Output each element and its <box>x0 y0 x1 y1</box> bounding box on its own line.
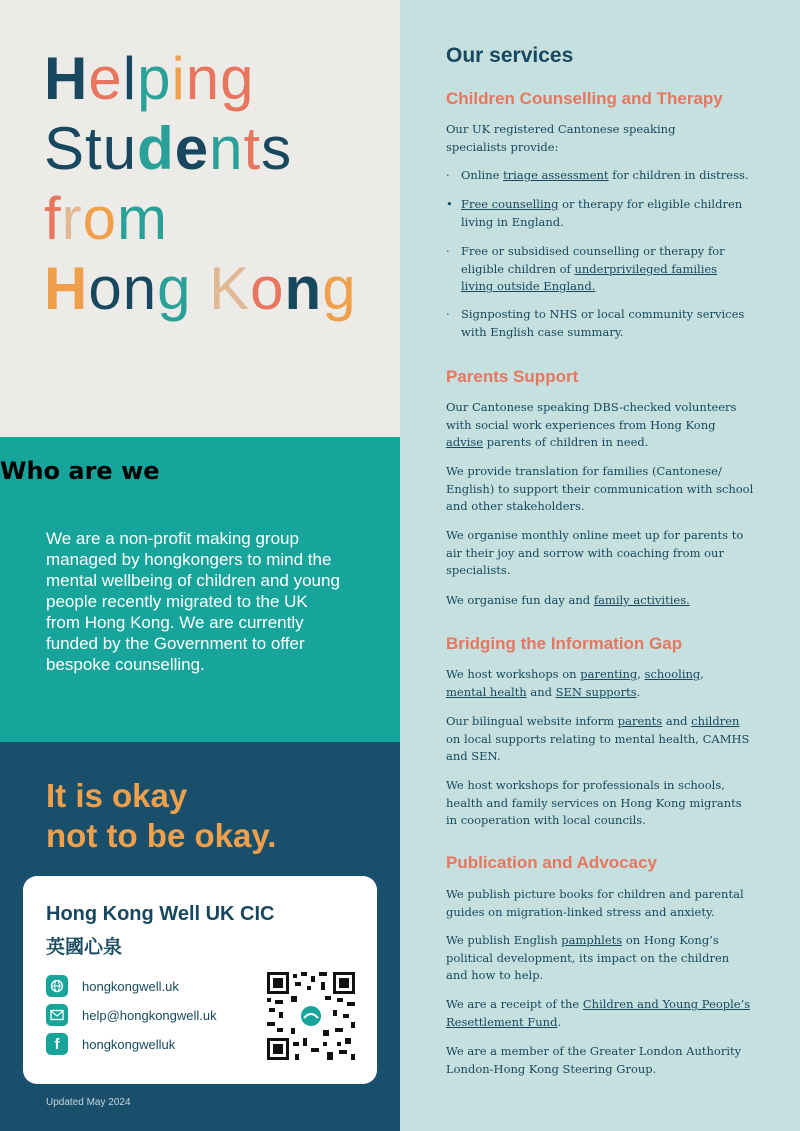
slogan <box>46 776 276 856</box>
who-heading: Who are we <box>0 456 160 485</box>
contact-card <box>23 876 377 1084</box>
hero-line-4: Hong Kong <box>44 255 357 322</box>
children-link[interactable]: children <box>691 714 740 728</box>
services-heading: Our services <box>446 44 574 67</box>
card-title: Hong Kong Well UK CIC <box>46 903 275 925</box>
pamphlets-link[interactable]: pamphlets <box>561 933 623 947</box>
triage-assessment-link[interactable]: triage assessment <box>503 168 609 182</box>
resettlement-fund-link[interactable]: Children and Young People’s Resettlement Fund <box>446 997 751 1029</box>
parents-link[interactable]: parents <box>617 714 663 728</box>
slogan-line-1: It is okay <box>46 777 188 814</box>
counselling-heading: Children Counselling and Therapy <box>446 89 723 108</box>
advocacy-p1: We publish picture books for children and parental guides on migration-linked stress and anxiety. <box>446 887 744 919</box>
schooling-link[interactable]: schooling <box>644 667 701 681</box>
contact-facebook[interactable] <box>46 1033 175 1055</box>
facebook-icon: f <box>46 1033 68 1055</box>
free-counselling-link[interactable]: Free counselling <box>461 197 559 211</box>
mental-health-link[interactable]: mental health <box>446 684 527 699</box>
underprivileged-families-link[interactable]: underprivileged families living outside England. <box>461 261 718 293</box>
contact-email[interactable] <box>46 1004 217 1026</box>
parents-p4: We organise fun day and family activities. <box>446 593 690 607</box>
updated-date: Updated May 2024 <box>46 1097 131 1108</box>
gap-heading: Bridging the Information Gap <box>446 634 683 653</box>
parents-heading: Parents Support <box>446 367 579 386</box>
slogan-line-2: not to be okay. <box>46 817 277 854</box>
counselling-intro: Our UK registered Cantonese speaking specialists provide: <box>446 122 676 154</box>
gap-p2: Our bilingual website inform parents and children on local supports relating to mental health, CAMHS and SEN. <box>446 714 750 763</box>
advocacy-p4: We are a member of the Greater London Authority London-Hong Kong Steering Group. <box>446 1044 742 1076</box>
advise-link[interactable]: advise <box>446 435 484 449</box>
hero-title <box>44 44 357 324</box>
advocacy-p3: We are a receipt of the Children and Young People’s Resettlement Fund. <box>446 997 751 1029</box>
who-text: We are a non-profit making group managed by hongkongers to mind the mental wellbeing of children and young people recently migrated to the UK from Hong Kong. We are currently funded by the Government to offer bespoke counselling. <box>46 529 340 674</box>
qr-code <box>267 972 355 1060</box>
parents-p1: Our Cantonese speaking DBS-checked volunteers with social work experiences from Hong Kong advise parents of children in need. <box>446 400 737 449</box>
hero-line-3: from <box>44 185 169 252</box>
contact-website[interactable] <box>46 975 179 997</box>
advocacy-heading: Publication and Advocacy <box>446 853 657 872</box>
website-text: hongkongwell.uk <box>82 978 179 994</box>
card-title-zh: 英國心泉 <box>46 936 123 958</box>
parenting-link[interactable]: parenting <box>580 667 638 681</box>
gap-p1: We host workshops on parenting, schooling, mental health and SEN supports. <box>446 667 704 699</box>
globe-icon <box>46 975 68 997</box>
facebook-text: hongkongwelluk <box>82 1036 176 1052</box>
gap-p3: We host workshops for professionals in schools, health and family services on Hong Kong migrants in cooperation with local councils. <box>446 778 742 827</box>
mail-icon <box>46 1004 68 1026</box>
hero-line-1: Helping <box>44 45 255 112</box>
family-activities-link[interactable]: family activities. <box>593 593 690 607</box>
advocacy-p2: We publish English pamphlets on Hong Kong’s political development, its impact on the children and how to help. <box>446 933 730 982</box>
sen-supports-link[interactable]: SEN supports <box>555 684 637 699</box>
hero-line-2: Students <box>44 115 293 182</box>
parents-p3: We organise monthly online meet up for parents to air their joy and sorrow with coaching from our specialists. <box>446 528 744 577</box>
parents-p2: We provide translation for families (Cantonese/ English) to support their communication with school and other stakeholders. <box>446 464 754 513</box>
hero-section <box>0 0 400 437</box>
email-text: help@hongkongwell.uk <box>82 1007 217 1023</box>
